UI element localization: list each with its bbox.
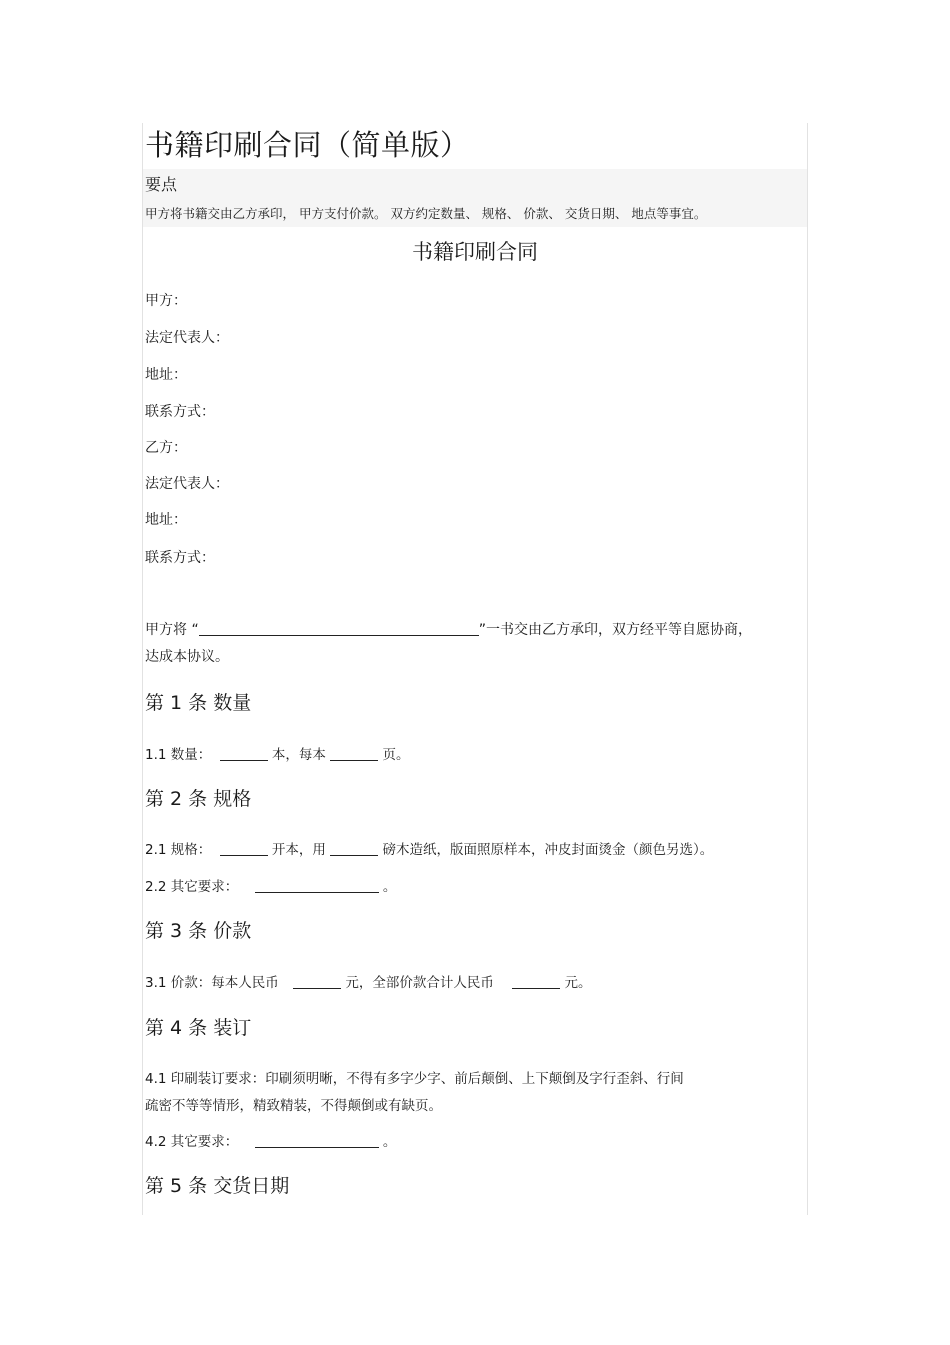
article-4-heading: 第 4 条 装订 [145,1017,252,1039]
article-3-heading: 第 3 条 价款 [145,920,252,942]
contract-page [142,123,808,1215]
document-title: 书籍印刷合同（简单版） [145,128,470,162]
party-b-representative-label: 法定代表人： [145,476,229,492]
clause-2-2-end: 。 [382,879,397,895]
key-points-text: 甲方将书籍交由乙方承印， 甲方支付价款。 双方约定数量、 规格、 价款、 交货日期、 地点等事宜。 [145,206,707,221]
party-a-label: 甲方： [145,293,187,309]
clause-4-1-line-1: 4.1 印刷装订要求：印刷须明晰，不得有多字少字、前后颠倒、上下颠倒及字行歪斜、行间 [145,1071,684,1087]
intro-line-1 [145,619,752,639]
intro-line-2: 达成本协议。 [145,649,229,665]
clause-2-2 [145,875,396,895]
party-a-address-label: 地址： [145,367,187,383]
pages-blank [330,746,378,761]
party-b-contact-label: 联系方式： [145,550,215,566]
spec-other-blank [255,878,379,893]
clause-2-1-mid: 开本，用 [271,842,326,858]
article-5-heading: 第 5 条 交货日期 [145,1175,290,1197]
paper-weight-blank [330,841,378,856]
clause-3-1-mid: 元，全部价款合计人民币 [345,975,494,991]
quantity-blank [220,746,268,761]
clause-2-1-label: 2.1 规格： [145,842,212,858]
clause-1-1-mid: 本，每本 [271,747,326,763]
unit-price-blank [293,974,341,989]
total-price-blank [512,974,560,989]
clause-3-1 [145,971,591,991]
clause-3-1-label: 3.1 价款：每本人民币 [145,975,279,991]
clause-4-2 [145,1130,396,1150]
article-1-heading: 第 1 条 数量 [145,692,252,714]
article-2-heading: 第 2 条 规格 [145,788,252,810]
format-blank [220,841,268,856]
party-a-contact-label: 联系方式： [145,404,215,420]
clause-4-2-label: 4.2 其它要求： [145,1134,239,1150]
intro-text-start: 甲方将 “ [145,622,199,638]
clause-2-2-label: 2.2 其它要求： [145,879,239,895]
clause-3-1-end: 元。 [564,975,592,991]
binding-other-blank [255,1133,379,1148]
book-title-blank [199,621,479,636]
clause-1-1-end: 页。 [382,747,410,763]
contract-title: 书籍印刷合同 [412,240,538,264]
clause-1-1 [145,743,409,763]
clause-1-1-label: 1.1 数量： [145,747,212,763]
clause-4-2-end: 。 [382,1134,397,1150]
party-b-address-label: 地址： [145,512,187,528]
key-points-heading: 要点 [145,175,178,194]
intro-text-end: ”一书交由乙方承印，双方经平等自愿协商， [478,622,752,638]
clause-4-1-line-2: 疏密不等等情形，精致精装，不得颠倒或有缺页。 [145,1098,442,1114]
clause-2-1 [145,838,713,858]
party-a-representative-label: 法定代表人： [145,330,229,346]
clause-2-1-end: 磅木造纸，版面照原样本，冲皮封面烫金（颜色另选）。 [382,842,714,858]
party-b-label: 乙方： [145,440,187,456]
